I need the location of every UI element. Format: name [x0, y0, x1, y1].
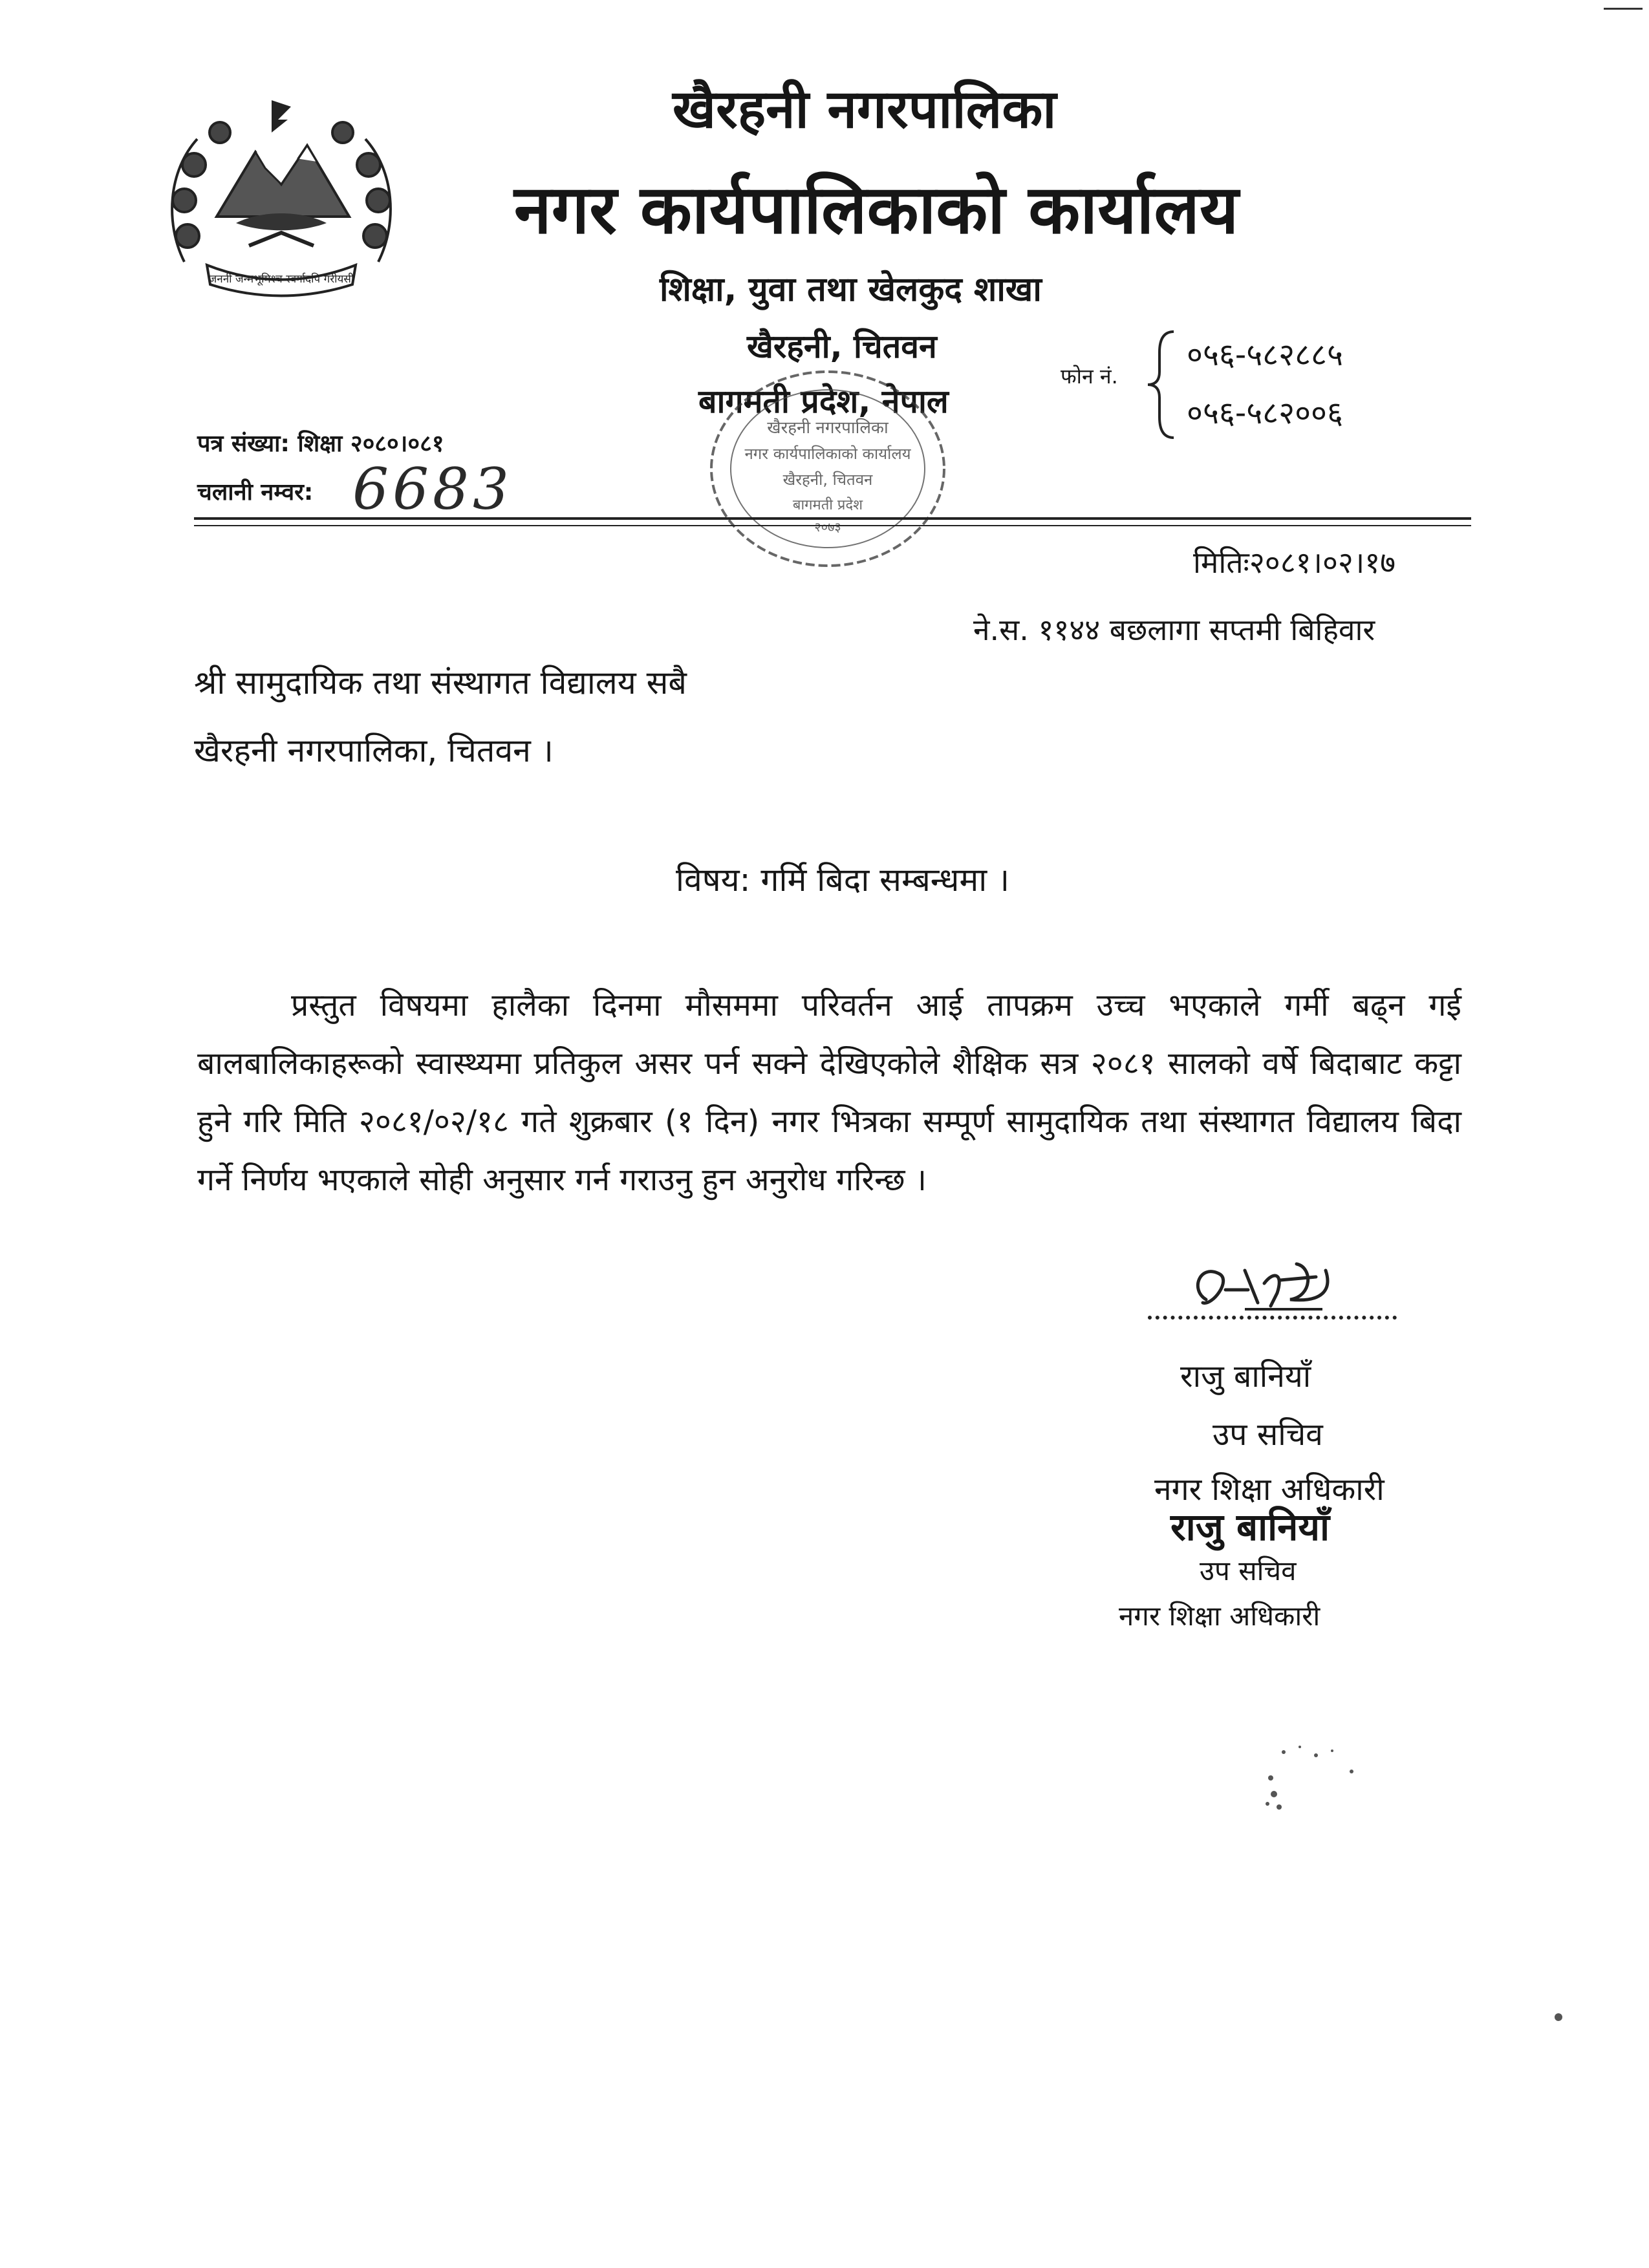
chalani-number: 6683: [352, 456, 513, 522]
stamp-line2: नगर कार्यपालिकाको कार्यालय: [744, 445, 911, 463]
signatory-title: उप सचिव: [1212, 1417, 1323, 1453]
office-stamp: [698, 362, 957, 575]
scan-edge-line: [1604, 8, 1643, 10]
scan-specks: [1255, 1733, 1643, 2037]
stamp-line3: खैरहनी, चितवन: [782, 471, 873, 489]
address-line2: बागमती प्रदेश, नेपाल: [698, 383, 949, 420]
address-line1: खैरहनी, चितवन: [747, 328, 937, 365]
phone-label: फोन नं.: [1061, 364, 1118, 389]
stamp-line5: २०७३: [814, 519, 841, 535]
handwritten-signature: [1187, 1245, 1342, 1322]
phone-number-1: ०५६-५८२८८५: [1187, 337, 1343, 373]
name-stamp-role: नगर शिक्षा अधिकारी: [1119, 1600, 1320, 1632]
stamp-line4: बागमती प्रदेश: [792, 497, 863, 513]
signature-dotted-line: [1148, 1316, 1397, 1320]
stamp-line1: खैरहनी नगरपालिका: [767, 418, 889, 438]
brace-icon: [1141, 326, 1180, 443]
nepal-sambat-date: ने.स. ११४४ बछलागा सप्तमी बिहिवार: [973, 612, 1375, 647]
patra-sankhya: पत्र संख्या: शिक्षा २०८०।०८१: [197, 431, 444, 457]
miti-date: मितिः२०८१।०२।१७: [1193, 545, 1396, 580]
name-stamp-name: राजु बानियाँ: [1170, 1505, 1330, 1549]
section-name: शिक्षा, युवा तथा खेलकुद शाखा: [660, 270, 1042, 309]
signatory-role: नगर शिक्षा अधिकारी: [1154, 1471, 1385, 1508]
nepal-emblem-icon: [158, 94, 404, 307]
header-rule-thin: [194, 525, 1471, 526]
recipient-line1: श्री सामुदायिक तथा संस्थागत विद्यालय सबै: [194, 664, 687, 701]
subject-line: विषय: गर्मि बिदा सम्बन्धमा ।: [676, 861, 1010, 899]
header-rule: [194, 517, 1471, 520]
municipality-name: खैरहनी नगरपालिका: [673, 79, 1057, 140]
letter-body: प्रस्तुत विषयमा हालैका दिनमा मौसममा परिवर्तन आई तापक्रम उच्च भएकाले गर्मी बढ्न गई बालबालिकाहरूको स्वास्थ्यमा प्रतिकुल असर पर्न सक्ने देखिएकोले शैक्षिक सत्र २०८१ सालको वर्षे बिदाबाट कट्टा हुने गरि मिति २०८१/०२/१८ गते शुक्रबार (१ दिन) नगर भित्रका सम्पूर्ण सामुदायिक तथा संस्थागत विद्यालय बिदा गर्ने निर्णय भएकाले सोही अनुसार गर्न गराउनु हुन अनुरोध गरिन्छ ।: [197, 987, 1461, 1198]
emblem-motto: जननी जन्मभूमिश्च स्वर्गादपि गरीयसी: [208, 273, 354, 286]
recipient-line2: खैरहनी नगरपालिका, चितवन ।: [194, 732, 554, 769]
phone-number-2: ०५६-५८२००६: [1187, 395, 1343, 431]
chalani-label: चलानी नम्वर:: [197, 479, 314, 506]
name-stamp-title: उप सचिव: [1200, 1555, 1297, 1587]
signatory-name: राजु बानियाँ: [1180, 1358, 1311, 1395]
office-title: नगर कार्यपालिकाको कार्यालय: [514, 170, 1239, 249]
